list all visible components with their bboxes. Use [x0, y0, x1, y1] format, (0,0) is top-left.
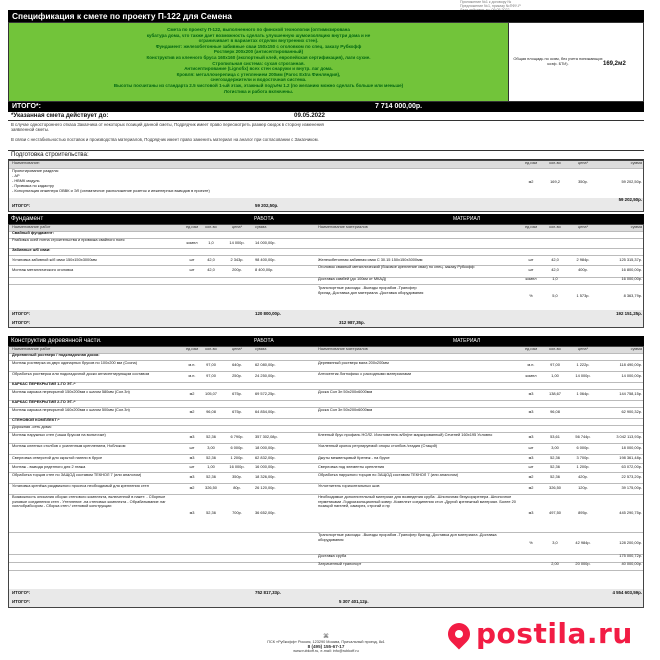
prep-itogo-row — [9, 204, 643, 212]
wood-material-label: МАТЕРИАЛ — [453, 338, 481, 344]
prep-line: - Консультация инженера ОВВК и ЭЛ (схематичное расположение розеток и инженерных выводов в проекте) — [12, 189, 210, 193]
hdr-price: цена* — [231, 225, 243, 229]
valid-until-label: *Указанная смета действует до: — [11, 112, 109, 119]
hdr-sum: сумма — [255, 347, 267, 351]
company-logo-icon: ⌘ — [323, 634, 329, 640]
hdr-sum: сумма — [255, 225, 267, 229]
row-unit: м3 — [189, 475, 195, 479]
row-price: 250р. — [232, 374, 242, 378]
row-mqty: 96,08 — [550, 410, 560, 414]
row-name: Забивные ж/б сваи: — [12, 248, 51, 252]
row-mqty: 1,00 — [551, 374, 559, 378]
row-material: Доставка сруба — [318, 554, 347, 558]
itogo-label: ИТОГО*: — [12, 599, 31, 604]
hdr-msum: сумма — [630, 225, 642, 229]
row-qty: 3,00 — [207, 446, 215, 450]
row-msum: 144 758,15р. — [619, 392, 642, 396]
row-munit: шт — [528, 268, 534, 272]
row-unit: м2 — [189, 486, 195, 490]
row-munit: шт — [528, 465, 534, 469]
description-line: Высоты посчитаны из стандарта 2.5 чистовой 1-ый этаж, этажный подъём 1.2 (по желанию можно сделать больше или меньше) — [113, 82, 404, 88]
row-sum: 357 302,08р. — [255, 435, 278, 439]
pin-icon — [443, 618, 474, 649]
page-title: Спецификация к смете по проекту П-122 для Семена — [8, 10, 644, 22]
row-price: 6 000р. — [230, 446, 244, 450]
row-munit: м3 — [528, 456, 534, 460]
row-mqty: 53,61 — [550, 435, 560, 439]
row-qty: 326,50 — [205, 486, 217, 490]
prep-line: - Привязка по кадастру — [12, 184, 54, 188]
footer-address: ПСК «Рубкофф» Россия, 123290 Москва, Причальный проезд, 8к1 — [267, 640, 385, 644]
prep-unit: м2 — [528, 180, 534, 184]
prep-design-row — [9, 168, 643, 199]
foundation-work-label: РАБОТА — [254, 216, 274, 222]
row-price: 640р. — [232, 363, 242, 367]
prep-itogo-label: ИТОГО*: — [12, 204, 31, 208]
row-unit: м.п. — [188, 374, 196, 378]
description-line: Логистика и работа включены. — [223, 88, 294, 94]
row-name: Обработка торцов стен по ЗАЩОД составом ТЕКНОЛ 7 (или аналогом) — [12, 473, 142, 477]
row-price: 6 790р. — [230, 435, 244, 439]
footer-phone: 8 (495) 155-67-17 — [307, 643, 345, 649]
prep-header-qty: кол-во — [549, 161, 561, 165]
row-mprice: 895р. — [578, 511, 588, 515]
row-material: Уплотнитель горизонтальных шов — [318, 484, 380, 488]
row-munit: % — [529, 541, 533, 545]
row-price: 200р. — [232, 268, 242, 272]
hdr-munit: ед.изм — [524, 225, 538, 229]
row-msum: 3 042 113,93р. — [616, 435, 642, 439]
row-msum: 16 800,00р. — [621, 268, 642, 272]
row-sum: 62 080,00р. — [255, 363, 276, 367]
valid-until-date: 09.05.2022 — [294, 112, 325, 119]
row-msum: 62 900,32р. — [621, 410, 642, 414]
prep-header-sum: сумма — [630, 161, 642, 165]
row-qty: 52,36 — [206, 511, 216, 515]
prep-price: 350р. — [578, 180, 588, 184]
row-sum: 8 400,00р. — [255, 268, 274, 272]
row-mqty: 52,36 — [550, 465, 560, 469]
row-material: Сверловка под элементы крепления — [318, 465, 385, 469]
wood-row — [9, 532, 643, 555]
row-mprice: 6 000р. — [576, 446, 590, 450]
row-mprice: 1 573р. — [576, 294, 590, 298]
prep-line: - АР — [12, 174, 20, 178]
row-munit: м2 — [528, 486, 534, 490]
row-mprice: 420р. — [578, 475, 588, 479]
row-price: 14 000р. — [229, 241, 245, 245]
row-munit: м3 — [528, 511, 534, 515]
row-unit: м.п. — [188, 363, 196, 367]
hdr-mprice: цена* — [577, 347, 589, 351]
row-name: Монтаж ростверка из двух одинарных брусов по 100х200 мм (Сосна) — [12, 361, 138, 365]
row-qty: 105,07 — [205, 392, 217, 396]
itogo-label: ИТОГО*: — [12, 590, 31, 595]
section-prep-title-text: Подготовка строительства: — [11, 151, 89, 158]
row-mqty: 52,36 — [550, 456, 560, 460]
description-line: ограничивает в вариантах отделки внутренних стен). — [198, 38, 319, 44]
row-msum: 118 490,00р. — [619, 363, 642, 367]
row-name: СТЕНОВОЙ КОМПЛЕКТ:* — [12, 418, 60, 422]
valid-until-row — [8, 112, 644, 121]
row-mprice: 2 984р. — [576, 258, 590, 262]
row-unit: м3 — [189, 435, 195, 439]
area-value: 169,2м2 — [603, 61, 626, 67]
row-msum: 445 290,75р. — [619, 511, 642, 515]
description-line: Кровля: металлочерепица с утеплением 200мм (Paroc Extra Финляндия), — [176, 71, 341, 77]
row-msum: 14 000,00р. — [621, 374, 642, 378]
description-line: Стропильная система: сухая строганная. — [212, 60, 305, 66]
row-mprice: 1 200р. — [576, 465, 590, 469]
row-material: Доска Сол 3п 50х200х6000мм — [318, 390, 373, 394]
prep-line: - НВМК модуль — [12, 179, 40, 183]
row-material: Деревянный ростверк вала 200х200мм — [318, 361, 389, 365]
section-prep-title — [8, 150, 644, 160]
row-munit: м3 — [528, 435, 534, 439]
row-msum: 175 000,72р. — [619, 554, 642, 558]
row-msum: 125 315,37р. — [619, 258, 642, 262]
description-line: Фундамент: железобетонные забивные сваи 150х150 с оголовком по спец. заказу Рубкофф — [155, 43, 362, 49]
note-line: В связи с нестабильностью поставок и производства материалов, Подрядчик имеет право заменить материал на аналог при согласовании с Заказчиком. — [11, 137, 319, 142]
row-name: Монтаж клееных столбов с усиленным креплением, Ноблоком — [12, 444, 126, 448]
row-unit: шт — [189, 465, 195, 469]
foundation-total: 312 987,35р. — [339, 320, 365, 325]
row-material: Клееный брус профиль НОЛ2. Изготовитель в/бл(не маркированный) Сеченей 160х195 Условно — [318, 433, 493, 437]
row-name: Установка крепёжа раздвижного просеса необходимый для крепления стен — [12, 484, 149, 488]
row-mprice: 1 064р. — [576, 392, 590, 396]
row-unit: шт — [189, 258, 195, 262]
row-qty: 52,36 — [206, 456, 216, 460]
row-qty: 1,0 — [208, 241, 214, 245]
row-unit: шт — [189, 446, 195, 450]
row-msum: 22 573,20р. — [621, 475, 642, 479]
row-mqty: 97,00 — [550, 363, 560, 367]
row-name: Разбивка осей пятна строительства и привязка свайного поля — [12, 238, 125, 242]
document-page — [8, 0, 644, 660]
row-price: 1 200р. — [230, 456, 244, 460]
row-sum: 14 000,00р. — [255, 241, 276, 245]
hdr-mprice: цена* — [577, 225, 589, 229]
row-material: Необходимые дополнительный материал для возведения сруба: -Шпоночная безусоркрепера -Шпоночное герметиками -Гидроизоляционный ковер -Комплект соединения стол -Другой крепежный материал. Более 20 позиций нагелей, саморез, строгай и пр — [318, 495, 516, 508]
grand-total-value: 7 714 000,00р. — [375, 103, 423, 110]
wood-total-row — [9, 597, 643, 608]
prep-header-name: Наименование: — [12, 161, 41, 165]
itogo-work: 120 800,00р. — [255, 311, 281, 316]
row-msum: 8 363,79р. — [623, 294, 642, 298]
row-munit: м3 — [528, 410, 534, 414]
description-line: кубатура дома, что также дает возможность сделать улучшенную шумоизоляцию внутри дома и не — [146, 32, 371, 38]
row-qty: 1,00 — [207, 465, 215, 469]
wood-row — [9, 562, 643, 571]
row-sum: 16 000,00р. — [255, 465, 276, 469]
row-mprice: 120р. — [578, 486, 588, 490]
hdr-msum: сумма — [630, 347, 642, 351]
prep-group: Проектирование раздела: — [12, 169, 59, 173]
section-foundation-text: Фундамент — [11, 215, 44, 222]
row-unit: шт — [189, 268, 195, 272]
wood-table — [8, 346, 644, 608]
description-line: Смета по проекту П-122, выполненного по финской технологии (оптимизирована — [167, 27, 350, 32]
row-msum: 128 200,00р. — [619, 541, 642, 545]
row-unit: м2 — [189, 392, 195, 396]
prep-table — [8, 160, 644, 212]
itogo-label: ИТОГО*: — [12, 311, 31, 316]
row-mprice: 14 000р. — [575, 374, 591, 378]
row-mqty: 497,50 — [549, 511, 561, 515]
description-line: Конструктив из клееного бруса 160х160 (экспортный клей, европейская сертификация), лаги сухие. — [146, 54, 371, 60]
row-munit: компл — [525, 277, 537, 281]
footer-contacts: www.rubkoff.ru, e-mail: info@rubkoff.ru — [293, 649, 359, 654]
row-material: Доставка самбей (до 100км от МКАД) — [318, 277, 386, 281]
prep-subtotal: 59 202,50р. — [618, 198, 642, 202]
foundation-row — [9, 284, 643, 311]
foundation-total-row — [9, 318, 643, 328]
top-info-line2: Предложение №1, приказу №ПФУ-Р — [460, 4, 521, 8]
section-foundation-title — [8, 214, 644, 224]
description-line: Ростверк 200х200 (антисептированный) — [213, 49, 304, 55]
hdr-unit: ед.изм — [185, 347, 199, 351]
row-price: 700р. — [232, 511, 242, 515]
row-material: Затраченный транспорт — [318, 562, 362, 566]
hdr-material-name: Наименование материалов — [318, 225, 368, 229]
prep-header-unit: ед.изм — [524, 161, 538, 165]
row-sum: 62 832,00р. — [255, 456, 276, 460]
row-sum: 26 120,00р. — [255, 486, 276, 490]
row-material: Транспортные расходы: -Выезды прорабов -Трансфер бригад -Доставка доп материала -Доставка оборудования — [318, 533, 497, 542]
prep-itogo-value: 59 202,50р. — [255, 204, 279, 208]
prep-qty: 169,2 — [550, 180, 560, 184]
hdr-work-name: Наименование работ — [12, 225, 51, 229]
hdr-material-name: Наименование материалов — [318, 347, 368, 351]
row-name: Возможность описания сборки стенового комплекта, включенной в пакет: - Сборные узловые соединения стен - Утепление -на стеновых комплекта - Обрабатывание лаг холлобрабсором - Сборка стен / стеновой конструкции — [12, 495, 166, 508]
row-msum: 63 072,00р. — [621, 465, 642, 469]
row-mqty: 326,50 — [549, 486, 561, 490]
row-mqty: 2,00 — [551, 562, 559, 566]
hdr-mqty: кол-во — [549, 225, 561, 229]
grand-total-label: ИТОГО*: — [12, 103, 41, 110]
note-line: В случае одностороннего отказа Заказчика от некоторых позиций данной сметы, Подрядчик имеет право пересмотреть размер скидок в сторону изменения — [11, 122, 324, 127]
row-unit: м3 — [189, 456, 195, 460]
grand-total-bar — [8, 102, 644, 112]
row-munit: м3 — [528, 392, 534, 396]
prep-header-price: цена* — [577, 161, 589, 165]
row-sum: 98 400,00р. — [255, 258, 276, 262]
section-wood-title — [8, 336, 644, 346]
note-line: заявленной сметы. — [11, 127, 50, 132]
foundation-table — [8, 224, 644, 328]
hdr-price: цена* — [231, 347, 243, 351]
itogo-label: ИТОГО*: — [12, 320, 31, 325]
hdr-munit: ед.изм — [524, 347, 538, 351]
row-name: Обработка ростверка или подкладочной доски антисептирующим составом — [12, 372, 150, 376]
row-name: Монтаж каркаса перекрытий 150х200мм с шагом 580мм (Сол.3п) — [12, 390, 130, 394]
row-msum: 39 175,00р. — [621, 486, 642, 490]
row-qty: 96,08 — [206, 410, 216, 414]
itogo-material: 192 151,25р. — [616, 311, 642, 316]
itogo-work: 752 817,33р. — [255, 590, 281, 595]
wood-work-label: РАБОТА — [254, 338, 274, 344]
row-sum: 18 326,00р. — [255, 475, 276, 479]
row-qty: 42,0 — [207, 258, 215, 262]
foundation-material-label: МАТЕРИАЛ — [453, 216, 481, 222]
description-line: снегозадержители и водосточная система. — [210, 77, 307, 83]
row-unit: компл — [186, 241, 198, 245]
row-mprice: 400р. — [578, 268, 588, 272]
row-material: Антисептик Лигнофикс с расходными материалами — [318, 372, 412, 376]
row-mqty: 42,0 — [551, 258, 559, 262]
row-material: Транспортные расходы: -Выезды прорабов -Трансфер бригад -Доставка доп материала -Доставка оборудования — [318, 286, 424, 295]
itogo-material: 4 554 603,59р. — [612, 590, 642, 595]
row-mprice: 42 984р. — [575, 541, 591, 545]
row-sum: 24 250,00р. — [255, 374, 276, 378]
row-name: Сверловка отверстий для скрытой нагели в брусе — [12, 456, 103, 460]
row-material: Доска Сол 3п 50х200х6000мм — [318, 408, 373, 412]
row-munit: шт — [528, 446, 534, 450]
row-material: Джуты межвенцовый Крепеж - на брусе — [318, 456, 390, 460]
row-mqty: 52,36 — [550, 475, 560, 479]
row-price: 2 343р. — [230, 258, 244, 262]
row-mqty: 138,67 — [549, 392, 561, 396]
hdr-work-name: Наименование работ — [12, 347, 51, 351]
hdr-unit: ед.изм — [185, 225, 199, 229]
row-mprice: 20 000р. — [575, 562, 591, 566]
row-munit: % — [529, 294, 533, 298]
area-box — [509, 22, 644, 102]
row-msum: 18 000,00р. — [621, 446, 642, 450]
row-msum: 198 361,48р. — [619, 456, 642, 460]
row-qty: 52,36 — [206, 435, 216, 439]
row-mprice: 56 744р. — [575, 435, 591, 439]
row-name: КАРКАС ПЕРЕКРЫТИЙ 2-ГО ЭТ.:* — [12, 400, 76, 404]
row-qty: 52,36 — [206, 475, 216, 479]
row-msum: 40 000,00р. — [621, 562, 642, 566]
row-name: Деревянный ростверк / подкладочная доска: — [12, 353, 100, 357]
watermark-text: postila.ru — [476, 617, 633, 650]
watermark — [448, 617, 633, 650]
row-name: Монтаж наружных стен (чаша брусом на вольточке) — [12, 433, 106, 437]
row-qty: 97,00 — [206, 374, 216, 378]
row-mqty: 42,0 — [551, 268, 559, 272]
row-sum: 64 854,00р. — [255, 410, 276, 414]
section-wood-text: Конструктив деревянной части. — [11, 337, 102, 344]
row-name: Установка забивной ж/б сваи 150х150х3000мм — [12, 258, 97, 262]
row-munit: компл — [525, 374, 537, 378]
row-material: Оголовок сваяный металлический (боковое крепление сваи) по спец. заказу Рубкофф — [318, 265, 475, 269]
row-mqty: 3,00 — [551, 446, 559, 450]
row-qty: 42,0 — [207, 268, 215, 272]
row-price: 16 000р. — [229, 465, 245, 469]
row-qty: 97,00 — [206, 363, 216, 367]
row-unit: м2 — [189, 410, 195, 414]
row-name: Свайный фундамент: — [12, 231, 54, 235]
row-sum: 69 572,25р. — [255, 392, 276, 396]
row-mqty: 1,0 — [552, 277, 558, 281]
hdr-mqty: кол-во — [549, 347, 561, 351]
top-info-line1: Приложение №1 к договору № — [460, 0, 512, 4]
row-sum: 18 000,00р. — [255, 446, 276, 450]
wood-row — [9, 494, 643, 533]
row-mqty: 3,0 — [552, 541, 558, 545]
row-material: Железобетонная забивная свая С 30.15 150х150х3000мм — [318, 258, 423, 262]
hdr-qty: кол-во — [205, 347, 217, 351]
description-line: Антисептирование (Lignofix) всех стен снаружи и внутр. лаг дома. — [184, 66, 333, 72]
row-munit: шт — [528, 258, 534, 262]
row-unit: м3 — [189, 511, 195, 515]
row-name: Монтаж металлического оголовка — [12, 268, 74, 272]
row-mprice: 3 700р. — [576, 456, 590, 460]
row-mprice: 1 222р. — [576, 363, 590, 367]
row-price: 675р. — [232, 392, 242, 396]
row-mqty: 5,0 — [552, 294, 558, 298]
row-munit: м.п. — [527, 363, 535, 367]
row-name: Монтаж - вывода реденного для 2 этажа — [12, 465, 86, 469]
row-price: 350р. — [232, 475, 242, 479]
row-sum: 36 652,00р. — [255, 511, 276, 515]
row-material: Обработка наружного торцов по ЗАЩОД составом ТЕКНОЛ 7 (или аналогом) — [318, 473, 459, 477]
row-price: 80р. — [233, 486, 241, 490]
row-name: Монтаж каркаса перекрытий 160х200мм с шагом 500мм (Сол.3п) — [12, 408, 130, 412]
row-msum: 16 000,00р. — [621, 277, 642, 281]
project-description — [8, 22, 509, 102]
row-price: 675р. — [232, 410, 242, 414]
row-material: Усиленный кронок регулируемой опоры столбов /стадия (Стаций) — [318, 444, 438, 448]
hdr-qty: кол-во — [205, 225, 217, 229]
area-label: Общая площадь по осям, без учета понижающих коэф. БТИ). — [513, 56, 603, 66]
wood-total: 5 307 401,12р. — [339, 599, 369, 604]
prep-sum: 59 202,50р. — [621, 180, 642, 184]
row-munit: м2 — [528, 475, 534, 479]
row-name: Дорожная -сеть дома: — [12, 425, 52, 429]
row-name: КАРКАС ПЕРЕКРЫТИЙ 1-ГО ЭТ.:* — [12, 382, 76, 386]
